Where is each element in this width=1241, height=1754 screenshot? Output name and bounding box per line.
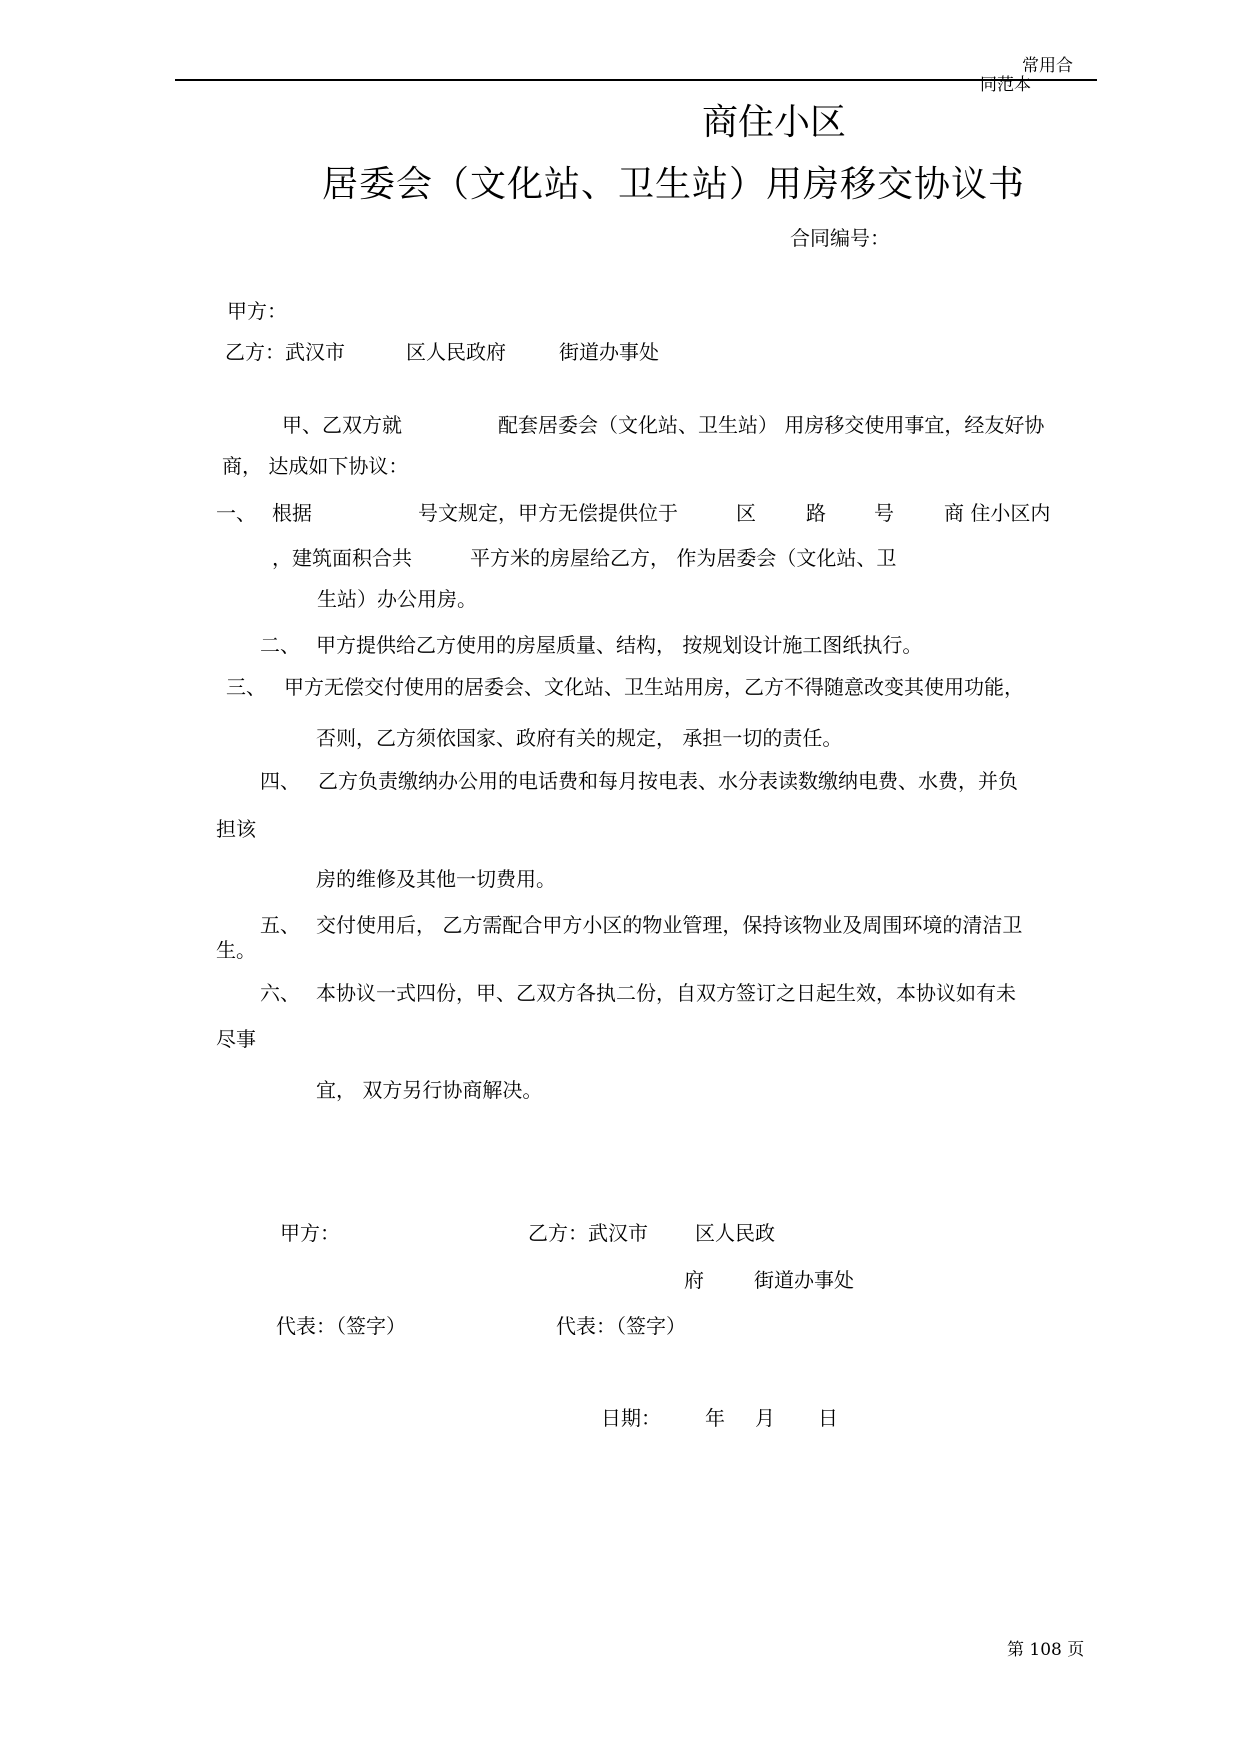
page-number: 第 108 页 bbox=[1007, 1640, 1085, 1660]
intro-segment: 配套居委会（文化站、卫生站） 用房移交使用事宜，经友好协 bbox=[498, 413, 1045, 437]
clause-text: 根据 bbox=[272, 501, 312, 525]
clause-text: 路 bbox=[806, 501, 826, 525]
clause-text: 甲方无偿交付使用的居委会、文化站、卫生站用房，乙方不得随意改变其使用功能， bbox=[284, 675, 1024, 699]
intro-segment: 商， 达成如下协议： bbox=[222, 454, 409, 478]
clause-text: 号文规定，甲方无偿提供位于 bbox=[418, 501, 678, 525]
clause-text: 尽事 bbox=[216, 1027, 256, 1051]
title-line1: 商住小区 bbox=[702, 102, 847, 143]
signature-party-b-fu: 府 bbox=[684, 1268, 704, 1292]
clause-number: 三、 bbox=[226, 675, 266, 699]
date-month: 月 bbox=[755, 1406, 775, 1430]
date-year: 年 bbox=[705, 1406, 725, 1430]
clause-text: 甲方提供给乙方使用的房屋质量、结构， 按规划设计施工图纸执行。 bbox=[316, 633, 923, 657]
party-b-office: 街道办事处 bbox=[559, 340, 659, 364]
header-rule bbox=[175, 79, 1097, 81]
clause-text: 房的维修及其他一切费用。 bbox=[316, 867, 556, 891]
signature-party-b-district: 区人民政 bbox=[695, 1221, 775, 1245]
contract-number-label: 合同编号： bbox=[790, 226, 890, 250]
party-b-prefix: 乙方：武汉市 bbox=[225, 340, 345, 364]
clause-text: 生。 bbox=[216, 938, 256, 962]
clause-number: 一、 bbox=[216, 501, 256, 525]
clause-text: 否则，乙方须依国家、政府有关的规定， 承担一切的责任。 bbox=[316, 726, 843, 750]
clause-text: 担该 bbox=[216, 817, 256, 841]
date-day: 日 bbox=[818, 1406, 838, 1430]
clause-text: 宜， 双方另行协商解决。 bbox=[316, 1078, 543, 1102]
clause-text: 号 bbox=[874, 501, 894, 525]
clause-text: 区 bbox=[736, 501, 756, 525]
clause-number: 二、 bbox=[260, 633, 300, 657]
signature-rep-b: 代表：（签字） bbox=[556, 1314, 686, 1338]
signature-party-a: 甲方： bbox=[280, 1221, 340, 1245]
signature-party-b-prefix: 乙方：武汉市 bbox=[528, 1221, 648, 1245]
clause-text: 乙方负责缴纳办公用的电话费和每月按电表、水分表读数缴纳电费、水费，并负 bbox=[318, 769, 1018, 793]
header-label-line2: 同范本 bbox=[980, 75, 1031, 95]
clause-text: 本协议一式四份，甲、乙双方各执二份，自双方签订之日起生效，本协议如有未 bbox=[316, 981, 1016, 1005]
title-line2: 居委会（文化站、卫生站）用房移交协议书 bbox=[322, 164, 1026, 205]
clause-text: 平方米的房屋给乙方， 作为居委会（文化站、卫 bbox=[470, 546, 897, 570]
clause-text: ，建筑面积合共 bbox=[272, 546, 412, 570]
clause-text: 交付使用后， 乙方需配合甲方小区的物业管理，保持该物业及周围环境的清洁卫 bbox=[316, 913, 1023, 937]
clause-text: 商 住小区内 bbox=[944, 501, 1051, 525]
header-label-line1: 常用合 bbox=[1022, 56, 1073, 76]
signature-rep-a: 代表：（签字） bbox=[276, 1314, 406, 1338]
party-a-label: 甲方： bbox=[227, 299, 287, 323]
intro-segment: 甲、乙双方就 bbox=[282, 413, 402, 437]
clause-number: 四、 bbox=[260, 769, 300, 793]
clause-number: 五、 bbox=[260, 913, 300, 937]
clause-text: 生站）办公用房。 bbox=[317, 587, 477, 611]
signature-party-b-office: 街道办事处 bbox=[754, 1268, 854, 1292]
clause-number: 六、 bbox=[260, 981, 300, 1005]
date-label: 日期： bbox=[601, 1406, 661, 1430]
party-b-district: 区人民政府 bbox=[406, 340, 506, 364]
